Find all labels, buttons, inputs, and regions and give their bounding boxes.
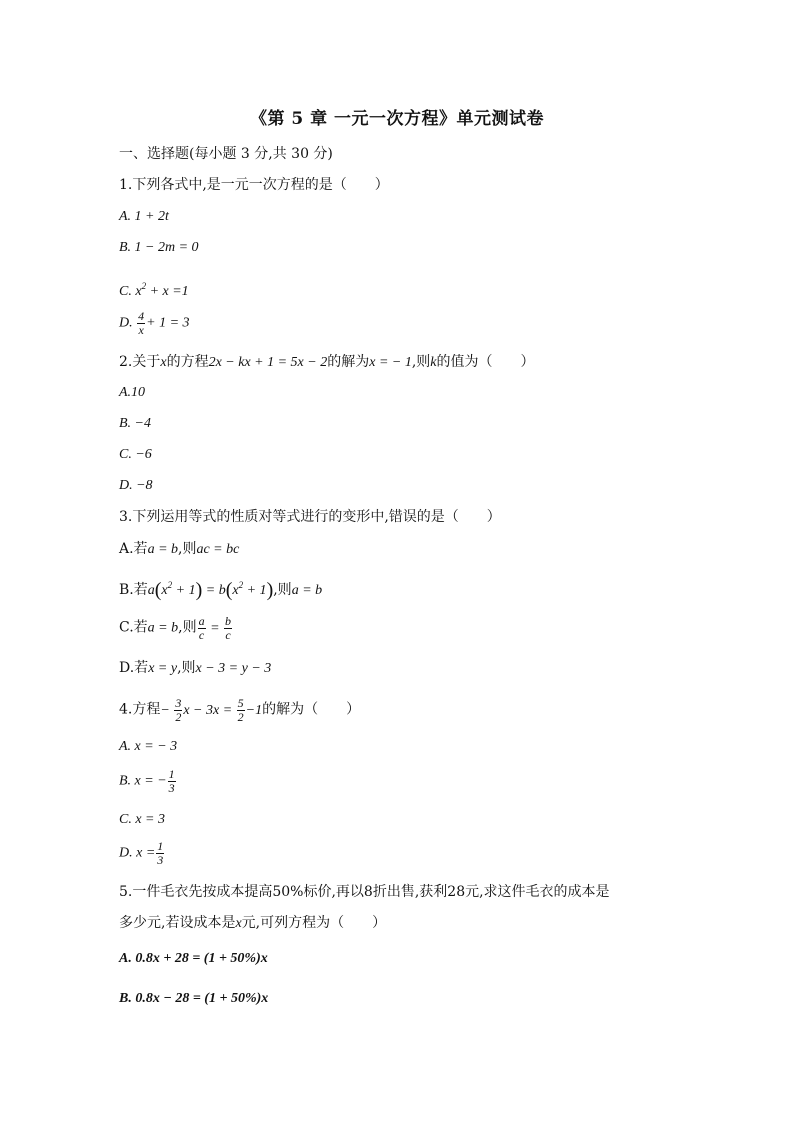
question-3-stem: 3.下列运用等式的性质对等式进行的变形中,错误的是（ ） xyxy=(119,509,501,525)
fraction: $\frac{1}{3}$ xyxy=(157,839,164,867)
fraction: $\frac{5}{2}$ xyxy=(237,696,244,724)
question-5-option-b: B. 0.8x − 28 = (1 + 50%)x xyxy=(119,991,269,1006)
question-5-stem-line-1: 5.一件毛衣先按成本提高50%标价,再以8折出售,获利28元,求这件毛衣的成本是 xyxy=(119,884,610,900)
question-5-option-a: A. 0.8x + 28 = (1 + 50%)x xyxy=(119,951,268,966)
fraction: $\frac{b}{c}$ xyxy=(225,614,232,642)
fraction: $\frac{3}{2}$ xyxy=(175,696,182,724)
question-2-option-a: A.10 xyxy=(119,385,146,400)
question-2-option-d: D. −8 xyxy=(119,478,153,493)
question-3-option-a: A.若a = b,则ac = bc xyxy=(119,541,240,557)
question-2-stem: 2.关于x的方程2x − kx + 1 = 5x − 2的解为x = − 1,则k的值为（ ） xyxy=(119,354,535,370)
question-1-stem: 1.下列各式中,是一元一次方程的是（ ） xyxy=(119,177,389,193)
question-4-option-c: C. x = 3 xyxy=(119,812,165,827)
section-heading: 一、选择题(每小题 3 分,共 30 分) xyxy=(119,146,333,162)
question-2-option-c: C. −6 xyxy=(119,447,152,462)
question-3-option-c: C.若a = b,则 $\frac{a}{c}$ = $\frac{b}{c}$ xyxy=(119,614,232,642)
question-4-stem: 4.方程− $\frac{3}{2}$ x − 3x = $\frac{5}{2}$ −1的解为（ ） xyxy=(119,696,361,724)
page-title: 《第 5 章 一元一次方程》单元测试卷 xyxy=(249,109,545,129)
question-1-option-a: A. 1 + 2t xyxy=(119,209,169,224)
question-1-option-c: C. $x^2 + x =1$ xyxy=(119,281,189,299)
question-4-option-a: A. x = − 3 xyxy=(119,739,178,754)
fraction: $\frac{4}{x}$ xyxy=(138,309,145,337)
question-4-option-d: D. x = $\frac{1}{3}$ xyxy=(119,839,164,867)
fraction: $\frac{a}{c}$ xyxy=(198,614,205,642)
question-4-option-b: B. x = − $\frac{1}{3}$ xyxy=(119,767,175,795)
question-3-option-d: D.若x = y,则x − 3 = y − 3 xyxy=(119,660,272,676)
fraction: $\frac{1}{3}$ xyxy=(168,767,175,795)
question-1-option-b: B. 1 − 2m = 0 xyxy=(119,240,199,255)
question-3-option-b: B.若$a(x^2 + 1) = b(x^2 + 1)$,则a = b xyxy=(119,579,323,601)
question-2-option-b: B. −4 xyxy=(119,416,151,431)
question-5-stem-line-2: 多少元,若设成本是x元,可列方程为（ ） xyxy=(119,915,387,931)
question-1-option-d: D. $\frac{4}{x}$ + 1 = 3 xyxy=(119,309,190,337)
